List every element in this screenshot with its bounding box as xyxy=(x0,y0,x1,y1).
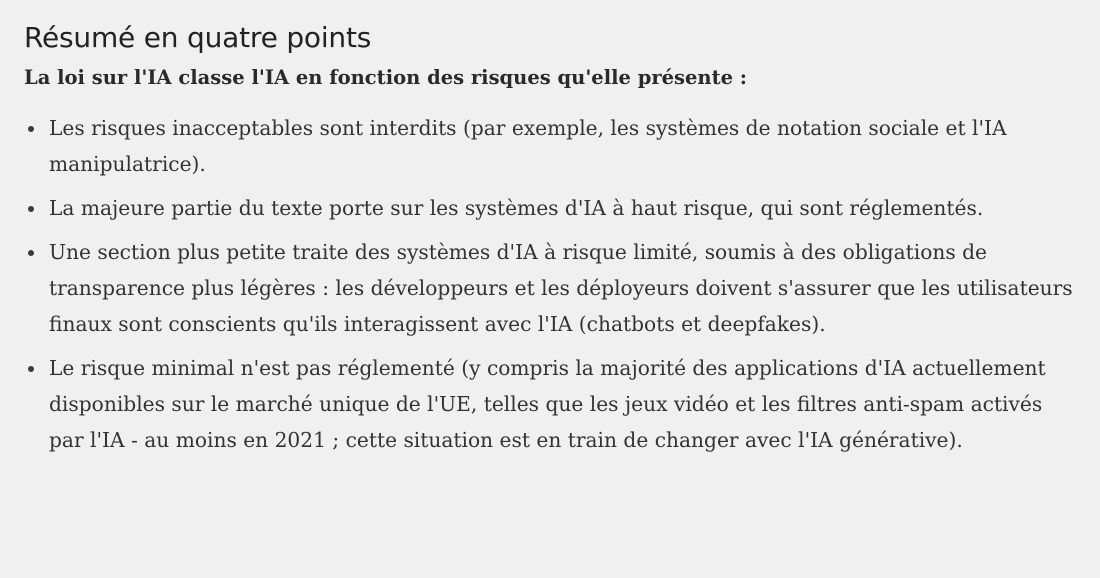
bullet-icon xyxy=(28,366,34,372)
list-item xyxy=(24,350,1076,458)
list-item xyxy=(24,234,1076,342)
bullet-icon xyxy=(28,126,34,132)
list-item-text: Une section plus petite traite des systèmes d'IA à risque limité, soumis à des obligations de transparence plus légères : les développeurs et les déployeurs doivent s'assurer que les utilisateurs finaux sont conscients qu'ils interagissent avec l'IA (chatbots et deepfakes). xyxy=(49,240,1073,336)
list-item-text: Le risque minimal n'est pas réglementé (y compris la majorité des applications d'IA actuellement disponibles sur le marché unique de l'UE, telles que les jeux vidéo et les filtres anti-spam activés par l'IA - au moins en 2021 ; cette situation est en train de changer avec l'IA générative). xyxy=(49,356,1046,452)
list-item xyxy=(24,110,1076,182)
list-item-text: Les risques inacceptables sont interdits (par exemple, les systèmes de notation sociale et l'IA manipulatrice). xyxy=(49,116,1007,176)
section-heading: Résumé en quatre points xyxy=(24,21,372,54)
bullet-icon xyxy=(28,250,34,256)
bullet-icon xyxy=(28,206,34,212)
list-item xyxy=(24,190,1076,226)
list-item-text: La majeure partie du texte porte sur les systèmes d'IA à haut risque, qui sont réglementés. xyxy=(49,196,984,220)
lead-paragraph: La loi sur l'IA classe l'IA en fonction des risques qu'elle présente : xyxy=(24,66,748,89)
risk-points-list xyxy=(24,110,1076,458)
